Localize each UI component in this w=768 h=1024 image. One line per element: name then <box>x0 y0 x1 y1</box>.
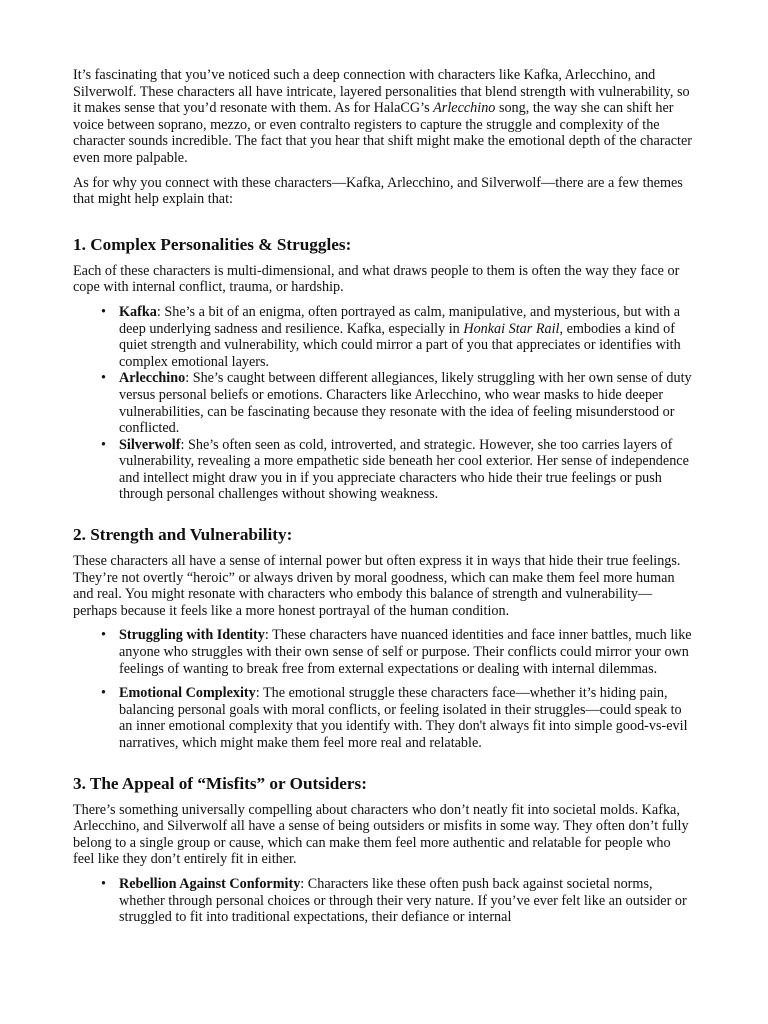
game-title: Honkai Star Rail <box>463 320 560 337</box>
list-item-text: : These characters have nuanced identities and face inner battles, much like anyone who struggles with their own sense of self or purpose. Their conflicts could mirror your own feelings of wanting to break free from external expectations or dealing with internal dilemmas. <box>119 627 692 677</box>
list-item-arlecchino <box>119 370 695 436</box>
list-item-identity <box>119 627 695 677</box>
section-2-heading: 2. Strength and Vulnerability: <box>73 525 293 545</box>
section-3-paragraph: There’s something universally compelling about characters who don’t neatly fit into societal molds. Kafka, Arlecchino, and Silverwolf all have a sense of being outsiders or misfits in some way. They often don’t fully belong to a single group or cause, which can make them feel more authentic and relatable for people who feel like they don’t entirely fit in either. <box>73 801 689 868</box>
list-item-text: , embodies a kind of quiet strength and vulnerability, which could mirror a part of you that appreciates or identifies with complex emotional layers. <box>119 320 681 370</box>
list-item-emotional-complexity <box>119 685 695 751</box>
list-item-rebellion <box>119 876 695 926</box>
intro-text-b: song, the way she can shift her voice between soprano, mezzo, or even contralto registers to capture the struggle and complexity of the character sounds incredible. The fact that you hear that shift might make the emotional depth of the character even more palpable. <box>73 100 693 166</box>
list-item-term: Rebellion Against Conformity <box>119 875 301 892</box>
list-item-text: : She’s a bit of an enigma, often portrayed as calm, manipulative, and mysterious, but with a deep underlying sadness and resilience. Kafka, especially in <box>119 303 681 337</box>
section-1-list <box>73 304 695 503</box>
song-title: Arlecchino <box>433 100 496 117</box>
section-3-heading: 3. The Appeal of “Misfits” or Outsiders: <box>73 773 367 793</box>
list-item-silverwolf <box>119 437 695 503</box>
list-item-term: Kafka <box>119 303 157 320</box>
intro-text-a: It’s fascinating that you’ve noticed such a deep connection with characters like Kafka, Arlecchino, and Silverwolf. These characters all have intricate, layered personalities that blend strength with vulnerability, so it makes sense that you’d resonate with them. As for HalaCG’s <box>73 67 690 117</box>
list-item-text: : The emotional struggle these characters face—whether it’s hiding pain, balancing personal goals with moral conflicts, or feeling isolated in their struggles—could speak to an inner emotional complexity that you identify with. They don't always fit into simple good-vs-evil narratives, which might make them feel more real and relatable. <box>119 685 688 751</box>
intro-paragraph-2: As for why you connect with these characters—Kafka, Arlecchino, and Silverwolf—there are a few themes that might help explain that: <box>73 174 683 208</box>
section-1-paragraph: Each of these characters is multi-dimensional, and what draws people to them is often the way they face or cope with internal conflict, trauma, or hardship. <box>73 262 680 296</box>
list-item-term: Emotional Complexity <box>119 685 256 702</box>
section-3-list <box>73 876 695 926</box>
section-2-paragraph: These characters all have a sense of internal power but often express it in ways that hide their true feelings. They’re not overtly “heroic” or always driven by moral goodness, which can make them feel more human and real. You might resonate with characters who embody this balance of strength and vulnerability—perhaps because it feels like a more honest portrayal of the human condition. <box>73 553 681 619</box>
list-item-term: Arlecchino <box>119 370 186 387</box>
list-item-term: Struggling with Identity <box>119 627 265 644</box>
list-item-text: : She’s caught between different allegiances, likely struggling with her own sense of duty versus personal beliefs or emotions. Characters like Arlecchino, who wear masks to hide deeper vulnerabilities, can be fascinating because they resonate with the idea of feeling misunderstood or conflicted. <box>119 370 692 437</box>
section-1-heading: 1. Complex Personalities & Struggles: <box>73 234 352 254</box>
list-item-term: Silverwolf <box>119 436 181 453</box>
list-item-text: : Characters like these often push back against societal norms, whether through personal choices or through their very nature. If you’ve ever felt like an outsider or struggled to fit into traditional expectations, their defiance or internal <box>119 875 687 926</box>
intro-paragraph-1 <box>73 67 695 167</box>
list-item-text: : She’s often seen as cold, introverted, and strategic. However, she too carries layers of vulnerability, revealing a more empathetic side beneath her cool exterior. Her sense of independence and intellect might draw you in if you appreciate characters who hide their true feelings or push through personal challenges without showing weakness. <box>119 436 689 503</box>
list-item-kafka <box>119 304 695 370</box>
section-2-list <box>73 627 695 751</box>
document-page <box>73 67 695 926</box>
